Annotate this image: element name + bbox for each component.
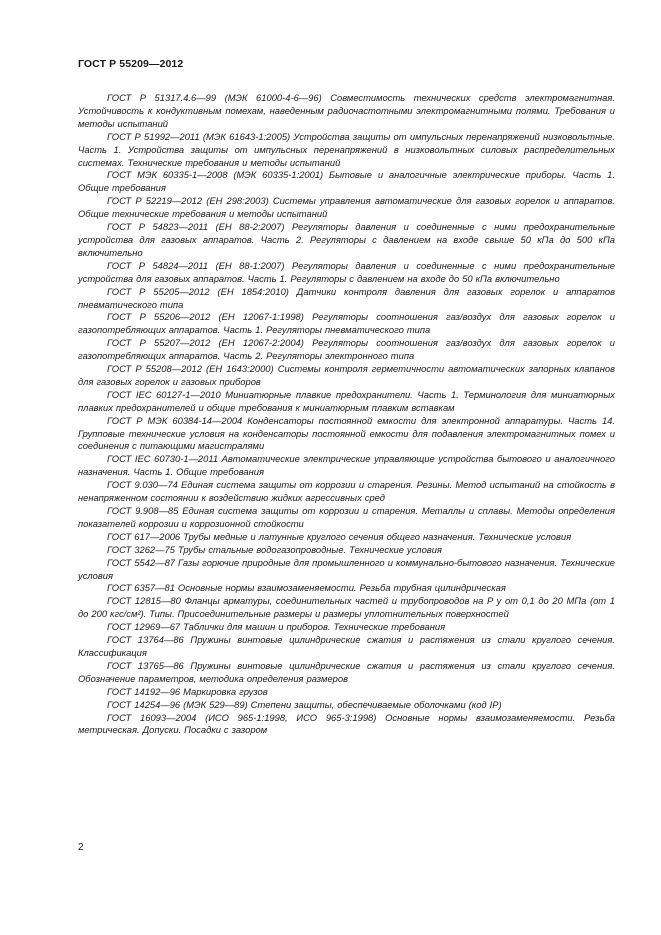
reference-entry: ГОСТ IEC 60127-1—2010 Миниатюрные плавкие предохранители. Часть 1. Терминология для миниатюрных плавких предохранителей и общие требования к миниатюрным плавким вставкам (78, 388, 615, 413)
reference-entry: ГОСТ 3262—75 Трубы стальные водогазопроводные. Технические условия (107, 543, 442, 555)
reference-entry: ГОСТ 6357—81 Основные нормы взаимозаменяемости. Резьба трубная цилиндрическая (107, 582, 506, 594)
reference-entry: ГОСТ Р 51317.4.6—99 (МЭК 61000-4-6—96) Совместимость технических средств электромагнитная. Устойчивость к кондуктивным помехам, наведенным радиочастотными электромагнитными полями. Требования и методы испытаний (78, 92, 615, 129)
reference-entry: ГОСТ Р 51992—2011 (МЭК 61643-1:2005) Устройства защиты от импульсных перенапряжений низковольтные. Часть 1. Устройства защиты от импульсных перенапряжений в низковольтных силовых распределительных системах. Технические требования и методы испытаний (78, 130, 615, 168)
reference-entry: ГОСТ 16093—2004 (ИСО 965-1:1998, ИСО 965-3:1998) Основные нормы взаимозаменяемости. Резьба метрическая. Допуски. Посадки с зазором (78, 711, 615, 736)
reference-entry: ГОСТ Р 55206—2012 (ЕН 12067-1:1998) Регуляторы соотношения газ/воздух для газовых горелок и газопотребляющих аппаратов. Часть 1. Регуляторы пневматического типа (78, 311, 615, 336)
reference-entry: ГОСТ 12969—67 Таблички для машин и приборов. Технические требования (107, 621, 446, 633)
reference-entry: ГОСТ Р 52219—2012 (ЕН 298:2003) Системы управления автоматические для газовых горелок и аппаратов. Общие технические требования и методы испытаний (78, 195, 615, 220)
reference-entry: ГОСТ Р 55207—2012 (ЕН 12067-2:2004) Регуляторы соотношения газ/воздух для газовых горелок и газопотребляющих аппаратов. Часть 2. Регуляторы электронного типа (78, 337, 615, 362)
reference-entry: ГОСТ Р 55205—2012 (ЕН 1854:2010) Датчики контроля давления для газовых горелок и аппаратов пневматического типа (78, 285, 615, 310)
reference-entry: ГОСТ 13765—86 Пружины винтовые цилиндрические сжатия и растяжения из стали круглого сечения. Обозначение параметров, методика определения размеров (78, 659, 615, 684)
document-header: ГОСТ Р 55209—2012 (78, 58, 184, 70)
reference-entry: ГОСТ Р 55208—2012 (ЕН 1643:2000) Системы контроля герметичности автоматических запорных клапанов для газовых горелок и газовых приборов (78, 363, 615, 387)
reference-entry: ГОСТ 14254—96 (МЭК 529—89) Степени защиты, обеспечиваемые оболочками (код IP) (107, 698, 502, 710)
normative-references-list (78, 92, 615, 737)
reference-entry: ГОСТ Р 54824—2011 (ЕН 88-1:2007) Регуляторы давления и соединенные с ними предохранительные устройства для газовых аппаратов. Часть 1. Регуляторы с давлением на входе до 50 кПа включительно (78, 259, 615, 284)
page-number: 2 (78, 842, 84, 853)
reference-entry: ГОСТ IEC 60730-1—2011 Автоматические электрические управляющие устройства бытового и аналогичного назначения. Часть 1. Общие требования (78, 453, 615, 478)
reference-entry: ГОСТ 14192—96 Маркировка грузов (107, 685, 268, 697)
reference-entry: ГОСТ 617—2006 Трубы медные и латунные круглого сечения общего назначения. Технические условия (107, 530, 572, 542)
reference-entry: ГОСТ 12815—80 Фланцы арматуры, соединительных частей и трубопроводов на P у от 0,1 до 20 МПа (от 1 до 200 кгс/см²). Типы. Присоединительные размеры и размеры уплотнительных поверхностей (78, 595, 615, 620)
reference-entry: ГОСТ 13764—86 Пружины винтовые цилиндрические сжатия и растяжения из стали круглого сечения. Классификация (78, 634, 615, 658)
reference-entry: ГОСТ Р 54823—2011 (ЕН 88-2:2007) Регуляторы давления и соединенные с ними предохранительные устройства для газовых аппаратов. Часть 2. Регуляторы с давлением на входе свыше 50 кПа до 500 кПа включительно (78, 221, 615, 258)
reference-entry: ГОСТ 9.908—85 Единая система защиты от коррозии и старения. Металлы и сплавы. Методы определения показателей коррозии и коррозионной стойкости (78, 505, 615, 529)
reference-entry: ГОСТ 9.030—74 Единая система защиты от коррозии и старения. Резины. Метод испытаний на стойкость в ненапряженном состоянии к воздействию жидких агрессивных сред (78, 479, 615, 504)
reference-entry: ГОСТ 5542—87 Газы горючие природные для промышленного и коммунально-бытового назначения. Технические условия (78, 556, 615, 581)
reference-entry: ГОСТ Р МЭК 60384-14—2004 Конденсаторы постоянной емкости для электронной аппаратуры. Часть 14. Групповые технические условия на конденсаторы постоянной емкости для подавления электромагнитных помех и соединения с питающими магистралями (78, 414, 615, 452)
reference-entry: ГОСТ МЭК 60335-1—2008 (МЭК 60335-1:2001) Бытовые и аналогичные электрические приборы. Часть 1. Общие требования (78, 169, 615, 194)
